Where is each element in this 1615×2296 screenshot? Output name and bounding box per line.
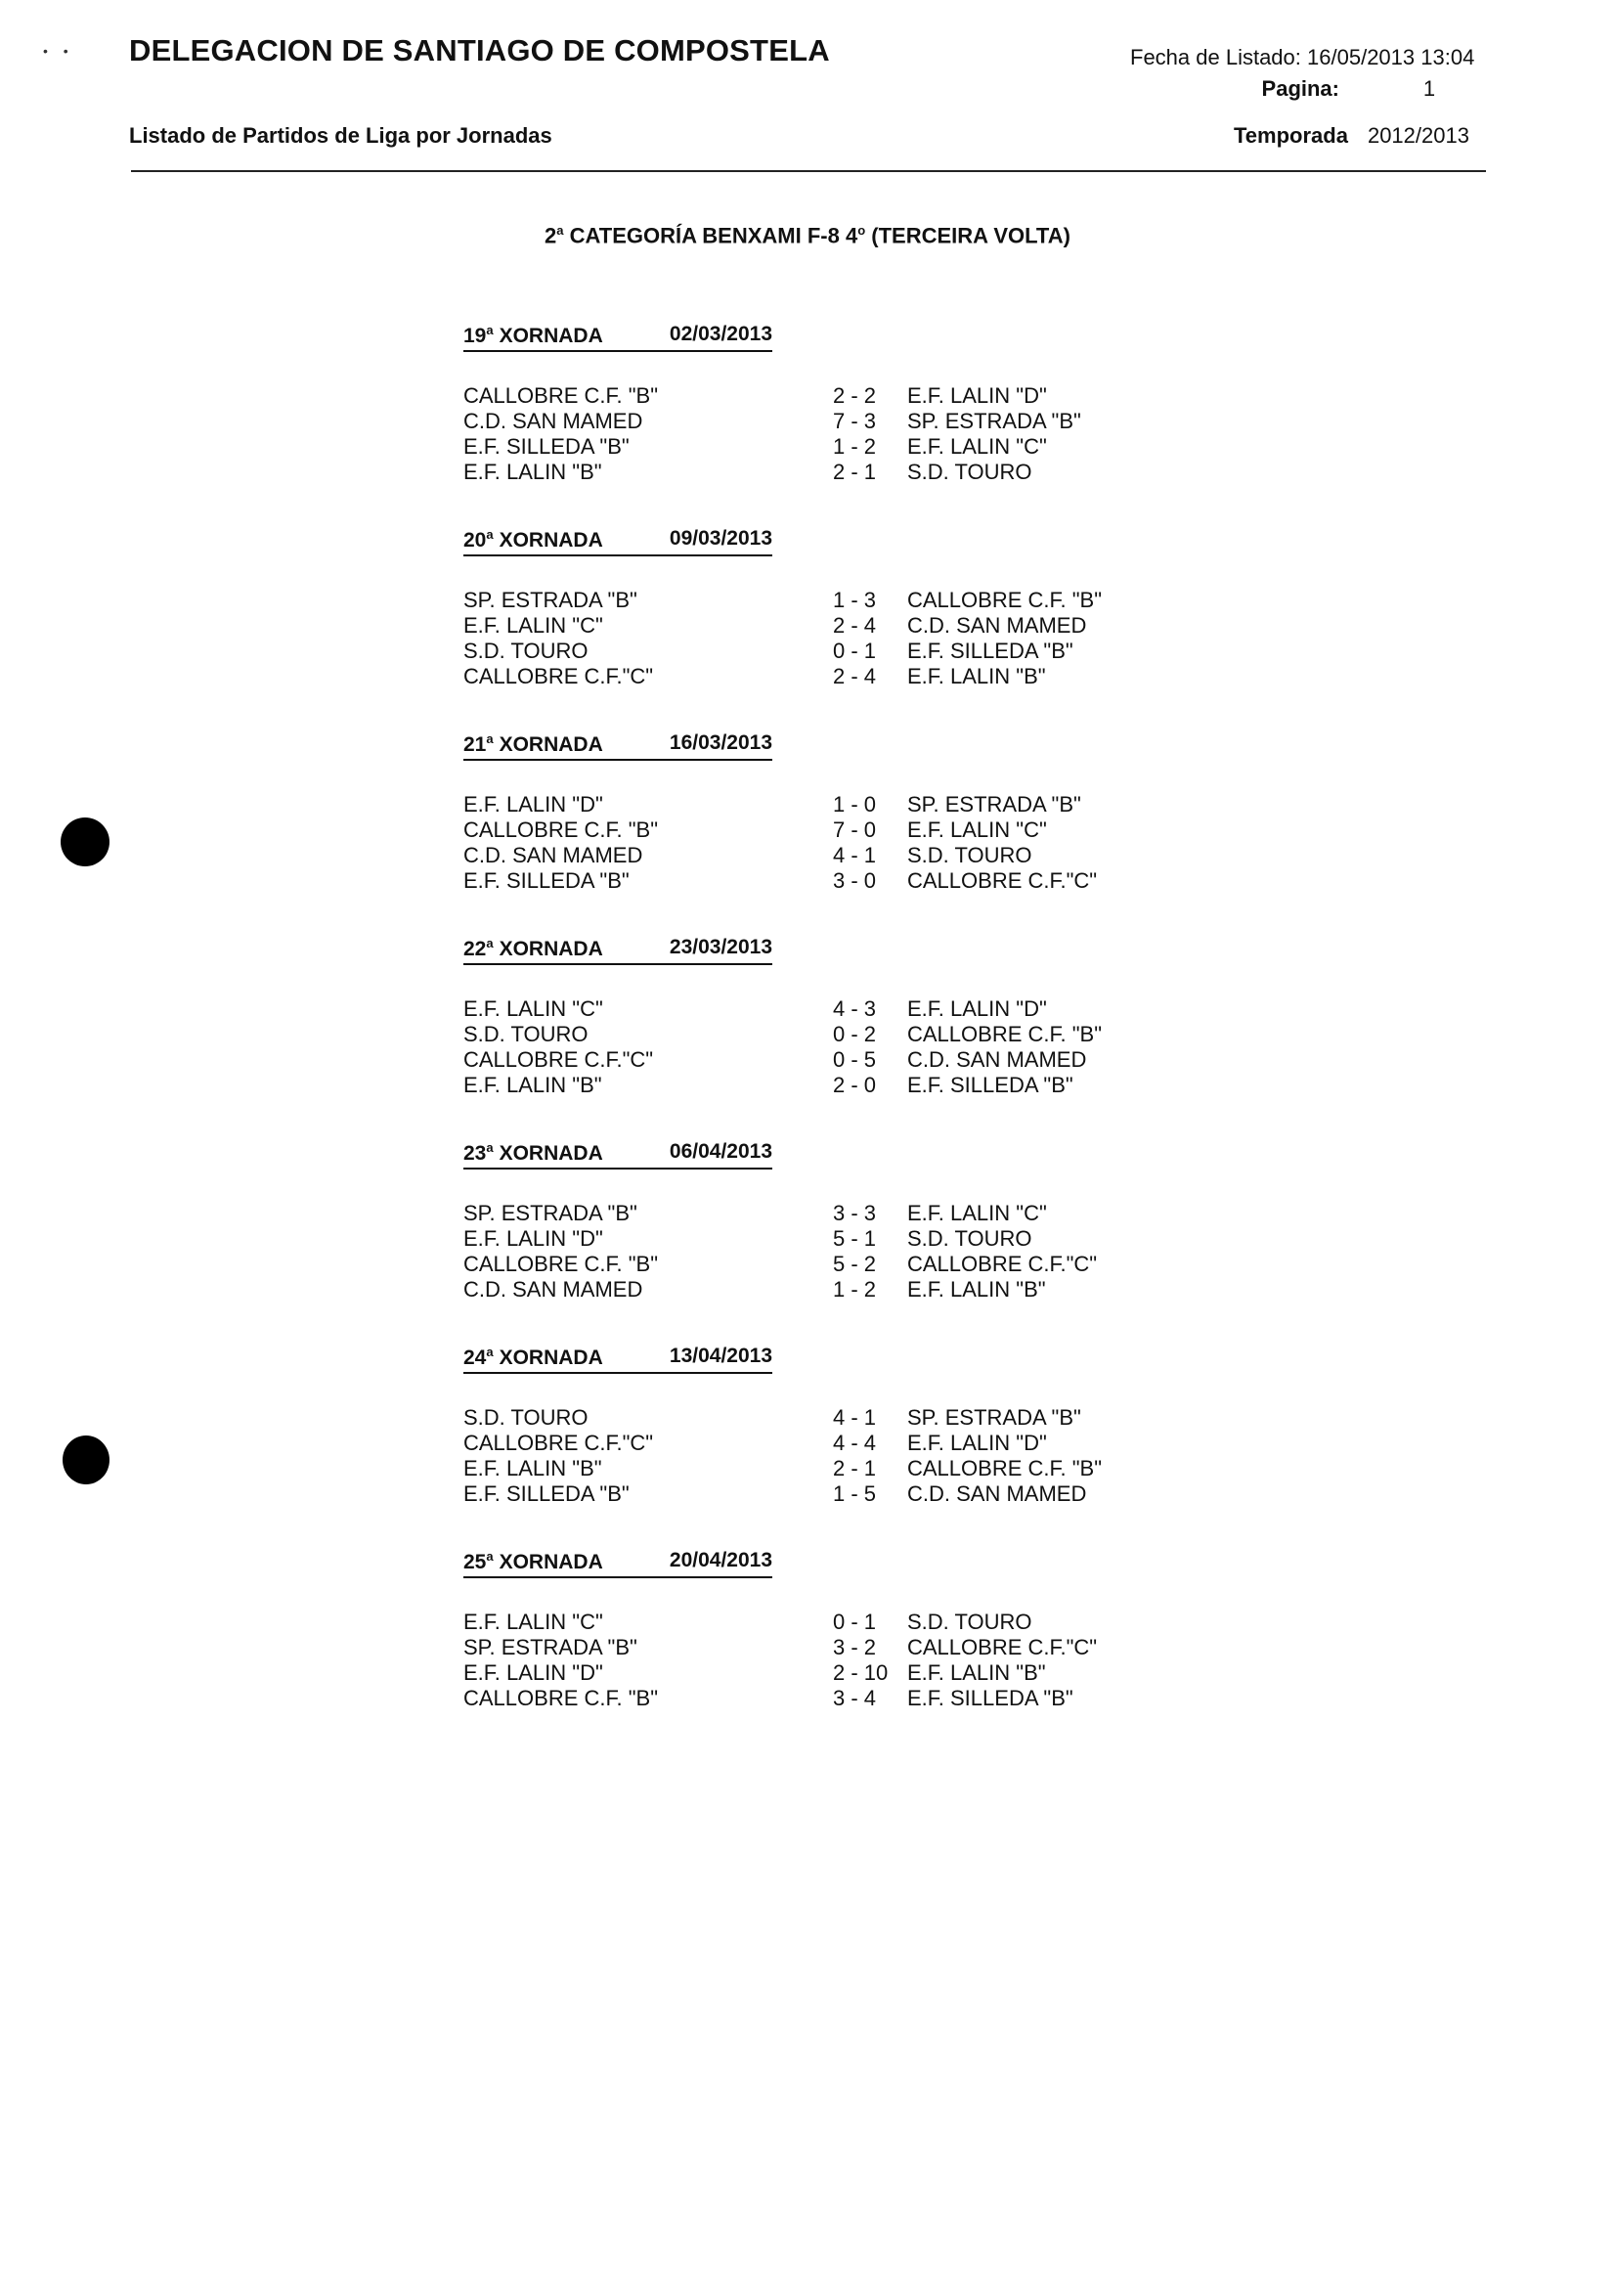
round-name [463,936,659,963]
round-number: 21 [463,733,487,756]
match-score: 2 - 1 [833,460,877,484]
document-title: DELEGACION DE SANTIAGO DE COMPOSTELA [129,33,830,67]
home-team: E.F. SILLEDA "B" [463,1481,630,1506]
round-date: 13/04/2013 [669,1345,772,1367]
category-name: CATEGORÍA BENXAMI F-8 4 [563,223,858,248]
match-row [463,434,1148,460]
round-name [463,1140,659,1168]
list-date-row [1130,45,1474,76]
round-date: 06/04/2013 [669,1140,772,1163]
match-row [463,409,1148,434]
match-score: 1 - 2 [833,434,877,459]
match-score: 4 - 1 [833,1405,877,1430]
away-team: E.F. LALIN "D" [907,996,1047,1021]
match-score: 1 - 0 [833,792,877,817]
match-row [463,1481,1148,1507]
match-score: 2 - 1 [833,1456,877,1480]
home-team: CALLOBRE C.F."C" [463,664,654,688]
match-list [463,1201,1148,1303]
round-number: 24 [463,1347,487,1369]
away-team: SP. ESTRADA "B" [907,792,1081,817]
season-label: Temporada [1234,123,1348,148]
away-team: E.F. SILLEDA "B" [907,1686,1073,1710]
round-ordinal: a [486,1345,494,1359]
round-name [463,323,659,350]
match-row [463,588,1148,613]
match-score: 2 - 0 [833,1073,877,1097]
match-row [463,664,1148,689]
home-team: E.F. SILLEDA "B" [463,434,630,459]
away-team: CALLOBRE C.F."C" [907,868,1098,893]
list-date-label: Fecha de Listado: [1130,45,1301,69]
match-row [463,1610,1148,1635]
match-list [463,383,1148,485]
round-ordinal: a [486,1549,494,1564]
round-date: 09/03/2013 [669,527,772,550]
round-header [463,1549,772,1578]
round-number: 19 [463,325,487,347]
round-ordinal: a [486,323,494,337]
home-team: C.D. SAN MAMED [463,843,643,867]
round-label: XORNADA [499,1347,603,1369]
home-team: CALLOBRE C.F. "B" [463,1686,659,1710]
match-score: 1 - 5 [833,1481,877,1506]
away-team: S.D. TOURO [907,1226,1032,1251]
home-team: SP. ESTRADA "B" [463,1201,637,1225]
match-row [463,1022,1148,1047]
match-score: 2 - 10 [833,1660,889,1685]
match-score: 4 - 3 [833,996,877,1021]
match-score: 2 - 4 [833,664,877,688]
home-team: C.D. SAN MAMED [463,1277,643,1302]
home-team: CALLOBRE C.F. "B" [463,383,659,408]
away-team: E.F. LALIN "D" [907,1431,1047,1455]
list-date-value: 16/05/2013 13:04 [1307,45,1475,69]
home-team: S.D. TOURO [463,1405,589,1430]
round-block [463,527,1148,689]
match-score: 3 - 3 [833,1201,877,1225]
match-list [463,996,1148,1098]
round-name [463,731,659,759]
match-row [463,792,1148,817]
round-label: XORNADA [499,1551,603,1573]
away-team: E.F. LALIN "B" [907,1660,1046,1685]
round-number: 20 [463,529,487,552]
away-team: CALLOBRE C.F. "B" [907,588,1103,612]
match-score: 5 - 1 [833,1226,877,1251]
round-header [463,731,772,761]
round-ordinal: a [486,527,494,542]
away-team: E.F. LALIN "C" [907,817,1047,842]
away-team: S.D. TOURO [907,1610,1032,1634]
round-date: 20/04/2013 [669,1549,772,1571]
match-score: 4 - 4 [833,1431,877,1455]
home-team: E.F. LALIN "C" [463,1610,603,1634]
match-row [463,1073,1148,1098]
match-score: 3 - 2 [833,1635,877,1659]
round-date: 02/03/2013 [669,323,772,345]
match-row [463,1456,1148,1481]
home-team: E.F. LALIN "C" [463,996,603,1021]
round-block [463,1140,1148,1303]
away-team: CALLOBRE C.F."C" [907,1252,1098,1276]
home-team: E.F. LALIN "C" [463,613,603,638]
list-meta [1130,45,1474,108]
match-row [463,639,1148,664]
match-row [463,1431,1148,1456]
round-block [463,323,1148,485]
match-score: 2 - 2 [833,383,877,408]
match-score: 0 - 2 [833,1022,877,1046]
away-team: CALLOBRE C.F. "B" [907,1022,1103,1046]
punch-hole-bottom [63,1435,109,1484]
punch-hole-top [61,817,109,866]
away-team: C.D. SAN MAMED [907,613,1087,638]
round-block [463,731,1148,894]
round-number: 23 [463,1142,487,1165]
away-team: E.F. LALIN "C" [907,434,1047,459]
match-score: 1 - 2 [833,1277,877,1302]
home-team: CALLOBRE C.F."C" [463,1047,654,1072]
match-row [463,383,1148,409]
match-row [463,817,1148,843]
home-team: C.D. SAN MAMED [463,409,643,433]
match-score: 7 - 0 [833,817,877,842]
category-degree: o [857,223,866,238]
round-label: XORNADA [499,325,603,347]
round-header [463,936,772,965]
match-score: 1 - 3 [833,588,877,612]
category-phase: (TERCEIRA VOLTA) [865,223,1070,248]
round-header [463,527,772,556]
home-team: SP. ESTRADA "B" [463,588,637,612]
match-row [463,1686,1148,1711]
match-score: 3 - 0 [833,868,877,893]
home-team: E.F. LALIN "B" [463,1456,602,1480]
match-row [463,1047,1148,1073]
match-row [463,1405,1148,1431]
round-name [463,1549,659,1576]
away-team: CALLOBRE C.F."C" [907,1635,1098,1659]
home-team: E.F. LALIN "D" [463,1660,603,1685]
away-team: S.D. TOURO [907,843,1032,867]
round-label: XORNADA [499,529,603,552]
away-team: C.D. SAN MAMED [907,1047,1087,1072]
home-team: SP. ESTRADA "B" [463,1635,637,1659]
round-block [463,1345,1148,1507]
match-list [463,792,1148,894]
match-score: 0 - 1 [833,639,877,663]
home-team: CALLOBRE C.F. "B" [463,817,659,842]
away-team: E.F. LALIN "C" [907,1201,1047,1225]
round-block [463,936,1148,1098]
away-team: E.F. SILLEDA "B" [907,639,1073,663]
document-subtitle: Listado de Partidos de Liga por Jornadas [129,123,552,148]
round-label: XORNADA [499,938,603,960]
match-list [463,588,1148,689]
round-date: 23/03/2013 [669,936,772,958]
home-team: E.F. LALIN "B" [463,1073,602,1097]
away-team: E.F. LALIN "D" [907,383,1047,408]
round-ordinal: a [486,1140,494,1155]
away-team: C.D. SAN MAMED [907,1481,1087,1506]
match-row [463,460,1148,485]
season-value: 2012/2013 [1367,123,1469,148]
match-row [463,1226,1148,1252]
match-row [463,1660,1148,1686]
away-team: S.D. TOURO [907,460,1032,484]
page-label: Pagina: [1261,76,1339,101]
round-header [463,323,772,352]
home-team: E.F. LALIN "D" [463,1226,603,1251]
home-team: S.D. TOURO [463,639,589,663]
match-score: 7 - 3 [833,409,877,433]
match-score: 3 - 4 [833,1686,877,1710]
round-name [463,1345,659,1372]
category-number: 2 [545,223,557,248]
away-team: SP. ESTRADA "B" [907,409,1081,433]
match-row [463,868,1148,894]
match-row [463,1635,1148,1660]
home-team: E.F. LALIN "D" [463,792,603,817]
match-score: 0 - 5 [833,1047,877,1072]
round-date: 16/03/2013 [669,731,772,754]
category-title [0,223,1615,248]
round-label: XORNADA [499,1142,603,1165]
away-team: SP. ESTRADA "B" [907,1405,1081,1430]
home-team: CALLOBRE C.F. "B" [463,1252,659,1276]
home-team: CALLOBRE C.F."C" [463,1431,654,1455]
header-divider [131,170,1486,172]
page-number-row [1130,76,1474,108]
match-score: 0 - 1 [833,1610,877,1634]
category-ordinal: a [556,223,564,238]
match-row [463,1201,1148,1226]
round-header [463,1345,772,1374]
match-row [463,613,1148,639]
round-block [463,1549,1148,1711]
season [1234,123,1469,149]
round-label: XORNADA [499,733,603,756]
match-row [463,996,1148,1022]
match-list [463,1610,1148,1711]
match-row [463,1252,1148,1277]
match-score: 5 - 2 [833,1252,877,1276]
page-number: 1 [1422,76,1436,101]
match-score: 4 - 1 [833,843,877,867]
round-number: 25 [463,1551,487,1573]
round-header [463,1140,772,1170]
home-team: E.F. LALIN "B" [463,460,602,484]
away-team: CALLOBRE C.F. "B" [907,1456,1103,1480]
home-team: E.F. SILLEDA "B" [463,868,630,893]
away-team: E.F. LALIN "B" [907,1277,1046,1302]
away-team: E.F. LALIN "B" [907,664,1046,688]
round-ordinal: a [486,731,494,746]
match-list [463,1405,1148,1507]
home-team: S.D. TOURO [463,1022,589,1046]
round-name [463,527,659,554]
round-ordinal: a [486,936,494,950]
match-row [463,843,1148,868]
match-row [463,1277,1148,1303]
scan-marks: • • [43,43,74,59]
round-number: 22 [463,938,487,960]
away-team: E.F. SILLEDA "B" [907,1073,1073,1097]
match-score: 2 - 4 [833,613,877,638]
